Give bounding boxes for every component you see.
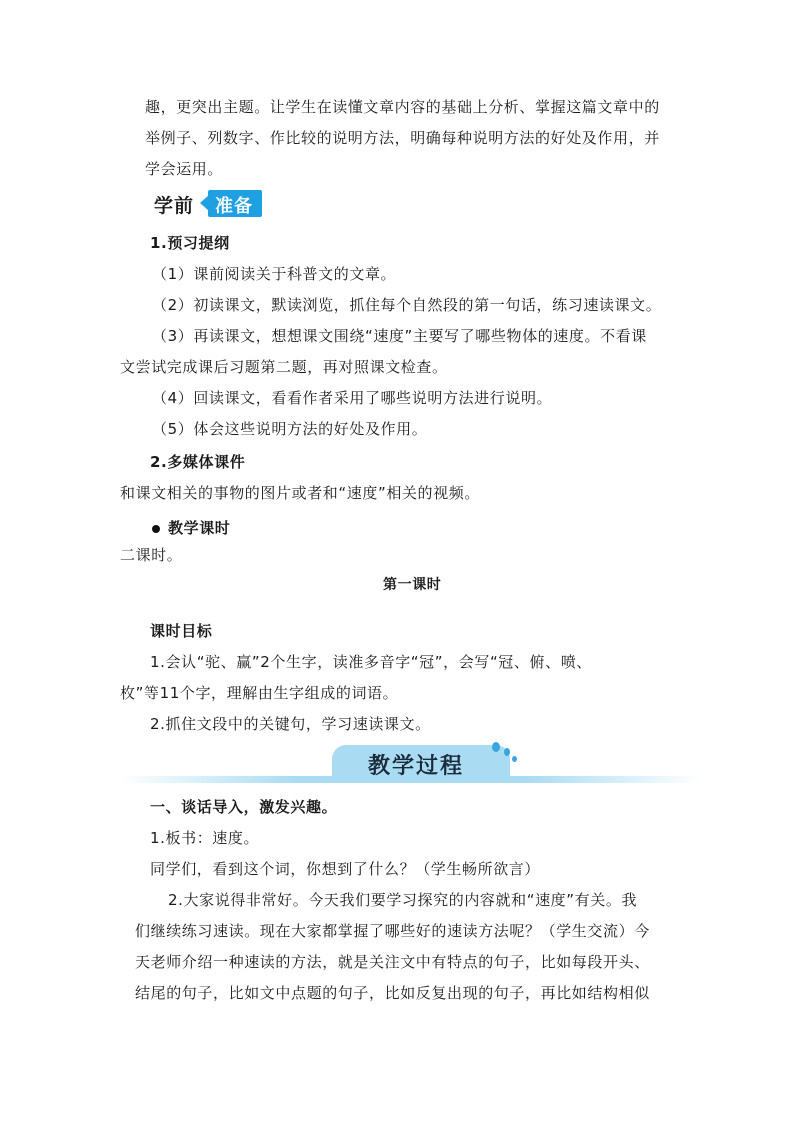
outline-title: 1.预习提纲: [150, 234, 230, 252]
process-item-2b: 们继续练习速读。现在大家都掌握了哪些好的速读方法呢？（学生交流）今: [135, 922, 650, 940]
lesson1-goals-title: 课时目标: [150, 622, 213, 640]
media-text: 和课文相关的事物的图片或者和“速度”相关的视频。: [120, 484, 480, 502]
process-item-2a: 2.大家说得非常好。今天我们要学习探究的内容就和“速度”有关。我: [168, 891, 638, 909]
banner-tab: [332, 745, 510, 779]
intro-line-1: 趣，更突出主题。让学生在读懂文章内容的基础上分析、掌握这篇文章中的: [145, 98, 660, 116]
hours-title: 教学课时: [168, 519, 231, 537]
outline-item-2: （2）初读课文，默读浏览，抓住每个自然段的第一句话，练习速读课文。: [152, 296, 662, 314]
lesson1-goal-1b: 枚”等11个字，理解由生字组成的词语。: [120, 684, 399, 702]
banner-title: 教学过程: [368, 754, 465, 779]
prep-header-highlight-box: [208, 190, 262, 217]
process-item-2c: 天老师介绍一种速读的方法，就是关注文中有特点的句子，比如每段开头、: [135, 953, 650, 971]
outline-item-1: （1）课前阅读关于科普文的文章。: [152, 265, 397, 283]
process-item-2d: 结尾的句子，比如文中点题的句子，比如反复出现的句子，再比如结构相似: [135, 984, 650, 1002]
bullet-icon: [152, 525, 160, 533]
outline-item-3b: 文尝试完成课后习题第二题，再对照课文检查。: [120, 358, 448, 376]
outline-item-5: （5）体会这些说明方法的好处及作用。: [152, 420, 428, 438]
outline-item-3a: （3）再读课文，想想课文围绕“速度”主要写了哪些物体的速度。不看课: [152, 327, 647, 345]
prep-header-plain: 学前: [154, 195, 195, 217]
process-item-1: 1.板书：速度。: [150, 829, 260, 847]
lesson1-title: 第一课时: [383, 577, 442, 593]
outline-item-4: （4）回读课文，看看作者采用了哪些说明方法进行说明。: [152, 389, 553, 407]
process-item-1-text: 同学们，看到这个词，你想到了什么？（学生畅所欲言）: [150, 860, 541, 878]
media-title: 2.多媒体课件: [150, 453, 246, 471]
lesson1-goal-2: 2.抓住文段中的关键句，学习速读课文。: [150, 715, 431, 733]
splash-drop-icon: [492, 742, 500, 752]
splash-drop-icon: [504, 748, 510, 756]
intro-line-3: 学会运用。: [145, 160, 224, 178]
process-section-banner: [120, 742, 702, 788]
prep-header-highlight: 准备: [215, 196, 253, 217]
lesson1-goal-1a: 1.会认“驼、赢”2个生字，读准多音字“冠”，会写“冠、俯、喷、: [150, 653, 592, 671]
intro-line-2: 举例子、列数字、作比较的说明方法，明确每种说明方法的好处及作用，并: [145, 129, 660, 147]
hours-text: 二课时。: [120, 546, 183, 564]
process-step-title: 一、谈话导入，激发兴趣。: [150, 798, 338, 816]
prep-section-header: [150, 188, 262, 218]
splash-drop-icon: [512, 756, 517, 762]
